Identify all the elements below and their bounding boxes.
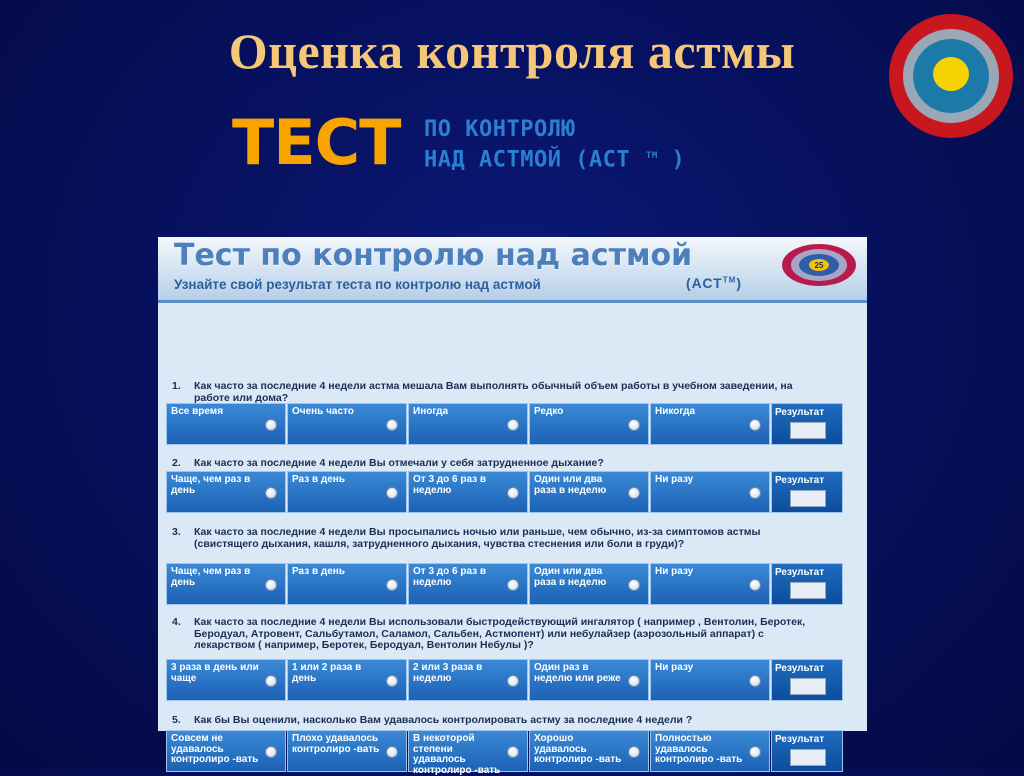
radio-button[interactable] xyxy=(749,675,761,687)
radio-button[interactable] xyxy=(507,746,519,758)
answer-label: Полностью удавалось контролиро -вать xyxy=(655,733,743,765)
answer-label: Никогда xyxy=(655,406,696,417)
answer-option[interactable] xyxy=(287,403,407,445)
svg-text:25: 25 xyxy=(814,261,824,270)
question-text xyxy=(172,381,812,404)
radio-button[interactable] xyxy=(386,746,398,758)
answer-option[interactable] xyxy=(287,471,407,513)
answer-label: Один или два раза в неделю xyxy=(534,474,607,496)
answer-label: 3 раза в день или чаще xyxy=(171,662,259,684)
banner-line-2: НАД АСТМОЙ (АСТ ™ ) xyxy=(424,147,686,173)
result-cell xyxy=(771,403,843,445)
radio-button[interactable] xyxy=(628,746,640,758)
answer-label: От 3 до 6 раз в неделю xyxy=(413,566,487,588)
radio-button[interactable] xyxy=(507,419,519,431)
answer-label: Ни разу xyxy=(655,566,694,577)
radio-button[interactable] xyxy=(749,579,761,591)
radio-button[interactable] xyxy=(628,675,640,687)
answer-option[interactable] xyxy=(408,659,528,701)
answer-label: Ни разу xyxy=(655,474,694,485)
test-header-act: (АСТ™) xyxy=(686,275,742,291)
answer-option[interactable] xyxy=(529,563,649,605)
test-header-title: Тест по контролю над астмой xyxy=(174,238,693,273)
result-cell xyxy=(771,563,843,605)
answer-option[interactable] xyxy=(650,563,770,605)
radio-button[interactable] xyxy=(628,487,640,499)
question-body: Как часто за последние 4 недели Вы использовали быстродействующий ингалятор ( например , Вентолин, Беротек, Беродуал, Атровент, Сальбутамол, Саламол, Сальбен, Астмопент) или небулайзер (аэрозольный аппарат) с лекарством ( например, Беротек, Беродуал, Вентолин Небулы )? xyxy=(194,616,806,651)
radio-button[interactable] xyxy=(265,419,277,431)
answer-label: Раз в день xyxy=(292,474,345,485)
answer-option[interactable] xyxy=(650,471,770,513)
radio-button[interactable] xyxy=(265,746,277,758)
answer-option[interactable] xyxy=(166,659,286,701)
act-test-form xyxy=(158,237,867,776)
answer-row xyxy=(166,563,843,605)
radio-button[interactable] xyxy=(386,419,398,431)
radio-button[interactable] xyxy=(628,579,640,591)
answer-option[interactable] xyxy=(408,730,528,776)
test-header-subtitle: Узнайте свой результат теста по контролю над астмой xyxy=(174,277,541,292)
result-label: Результат xyxy=(775,407,825,418)
question-body: Как часто за последние 4 недели Вы отмечали у себя затрудненное дыхание? xyxy=(194,457,604,469)
answer-label: Плохо удавалось контролиро -вать xyxy=(292,733,380,755)
answer-option[interactable] xyxy=(166,563,286,605)
result-input[interactable] xyxy=(790,678,826,695)
result-label: Результат xyxy=(775,734,825,745)
answer-row xyxy=(166,403,843,445)
radio-button[interactable] xyxy=(507,579,519,591)
radio-button[interactable] xyxy=(265,675,277,687)
answer-option[interactable] xyxy=(529,471,649,513)
banner-line-1: ПО КОНТРОЛЮ xyxy=(424,117,576,142)
result-cell xyxy=(771,471,843,513)
answer-label: Редко xyxy=(534,406,564,417)
question-text xyxy=(172,617,812,652)
answer-label: 2 или 3 раза в неделю xyxy=(413,662,483,684)
answer-label: Иногда xyxy=(413,406,449,417)
question-text xyxy=(172,527,812,550)
answer-option[interactable] xyxy=(650,730,770,772)
question-text xyxy=(172,458,812,470)
radio-button[interactable] xyxy=(749,419,761,431)
answer-label: Совсем не удавалось контролиро -вать xyxy=(171,733,259,765)
answer-row xyxy=(166,730,843,776)
question-body: Как бы Вы оценили, насколько Вам удавалось контролировать астму за последние 4 недели ? xyxy=(194,714,693,726)
answer-label: Ни разу xyxy=(655,662,694,673)
answer-label: Один или два раза в неделю xyxy=(534,566,607,588)
question-number: 4. xyxy=(172,616,181,628)
answer-option[interactable] xyxy=(529,403,649,445)
result-input[interactable] xyxy=(790,749,826,766)
question-number: 1. xyxy=(172,380,181,392)
banner-subtitle xyxy=(424,116,685,173)
answer-label: От 3 до 6 раз в неделю xyxy=(413,474,487,496)
result-input[interactable] xyxy=(790,422,826,439)
test-header xyxy=(158,237,867,303)
result-cell xyxy=(771,659,843,701)
answer-label: Все время xyxy=(171,406,224,417)
answer-option[interactable] xyxy=(287,730,407,772)
radio-button[interactable] xyxy=(386,579,398,591)
answer-label: Чаще, чем раз в день xyxy=(171,474,251,496)
answer-option[interactable] xyxy=(408,403,528,445)
answer-label: Хорошо удавалось контролиро -вать xyxy=(534,733,622,765)
radio-button[interactable] xyxy=(386,675,398,687)
answer-label: Раз в день xyxy=(292,566,345,577)
question-number: 2. xyxy=(172,457,181,469)
answer-option[interactable] xyxy=(287,659,407,701)
result-cell xyxy=(771,730,843,772)
question-body: Как часто за последние 4 недели астма мешала Вам выполнять обычный объем работы в учебном заведении, на работе или дома? xyxy=(194,380,793,404)
result-input[interactable] xyxy=(790,490,826,507)
mini-target-icon xyxy=(780,242,858,288)
question-number: 3. xyxy=(172,526,181,538)
answer-option[interactable] xyxy=(529,730,649,772)
slide-title: Оценка контроля астмы xyxy=(228,23,796,79)
answer-option[interactable] xyxy=(529,659,649,701)
answer-row xyxy=(166,471,843,513)
answer-option[interactable] xyxy=(650,403,770,445)
result-label: Результат xyxy=(775,475,825,486)
answer-option[interactable] xyxy=(408,563,528,605)
answer-label: Чаще, чем раз в день xyxy=(171,566,251,588)
answer-label: 1 или 2 раза в день xyxy=(292,662,362,684)
result-label: Результат xyxy=(775,663,825,674)
result-input[interactable] xyxy=(790,582,826,599)
question-number: 5. xyxy=(172,714,181,726)
radio-button[interactable] xyxy=(628,419,640,431)
result-label: Результат xyxy=(775,567,825,578)
answer-option[interactable] xyxy=(408,471,528,513)
answer-label: Очень часто xyxy=(292,406,354,417)
radio-button[interactable] xyxy=(749,487,761,499)
radio-button[interactable] xyxy=(265,579,277,591)
question-body: Как часто за последние 4 недели Вы просыпались ночью или раньше, чем обычно, из-за симптомов астмы (свистящего дыхания, кашля, затрудненного дыхания, чувства стеснения или боли в груди)? xyxy=(194,526,761,550)
radio-button[interactable] xyxy=(507,487,519,499)
answer-option[interactable] xyxy=(166,730,286,772)
question-text xyxy=(172,715,812,727)
radio-button[interactable] xyxy=(507,675,519,687)
answer-row xyxy=(166,659,843,701)
answer-option[interactable] xyxy=(650,659,770,701)
answer-option[interactable] xyxy=(166,403,286,445)
radio-button[interactable] xyxy=(265,487,277,499)
answer-option[interactable] xyxy=(166,471,286,513)
target-logo xyxy=(885,12,1015,140)
answer-label: Один раз в неделю или реже xyxy=(534,662,621,684)
radio-button[interactable] xyxy=(386,487,398,499)
banner-test-word: ТЕСТ xyxy=(232,106,401,179)
answer-option[interactable] xyxy=(287,563,407,605)
radio-button[interactable] xyxy=(749,746,761,758)
answer-label: В некоторой степени удавалось контролиро -вать xyxy=(413,733,501,776)
